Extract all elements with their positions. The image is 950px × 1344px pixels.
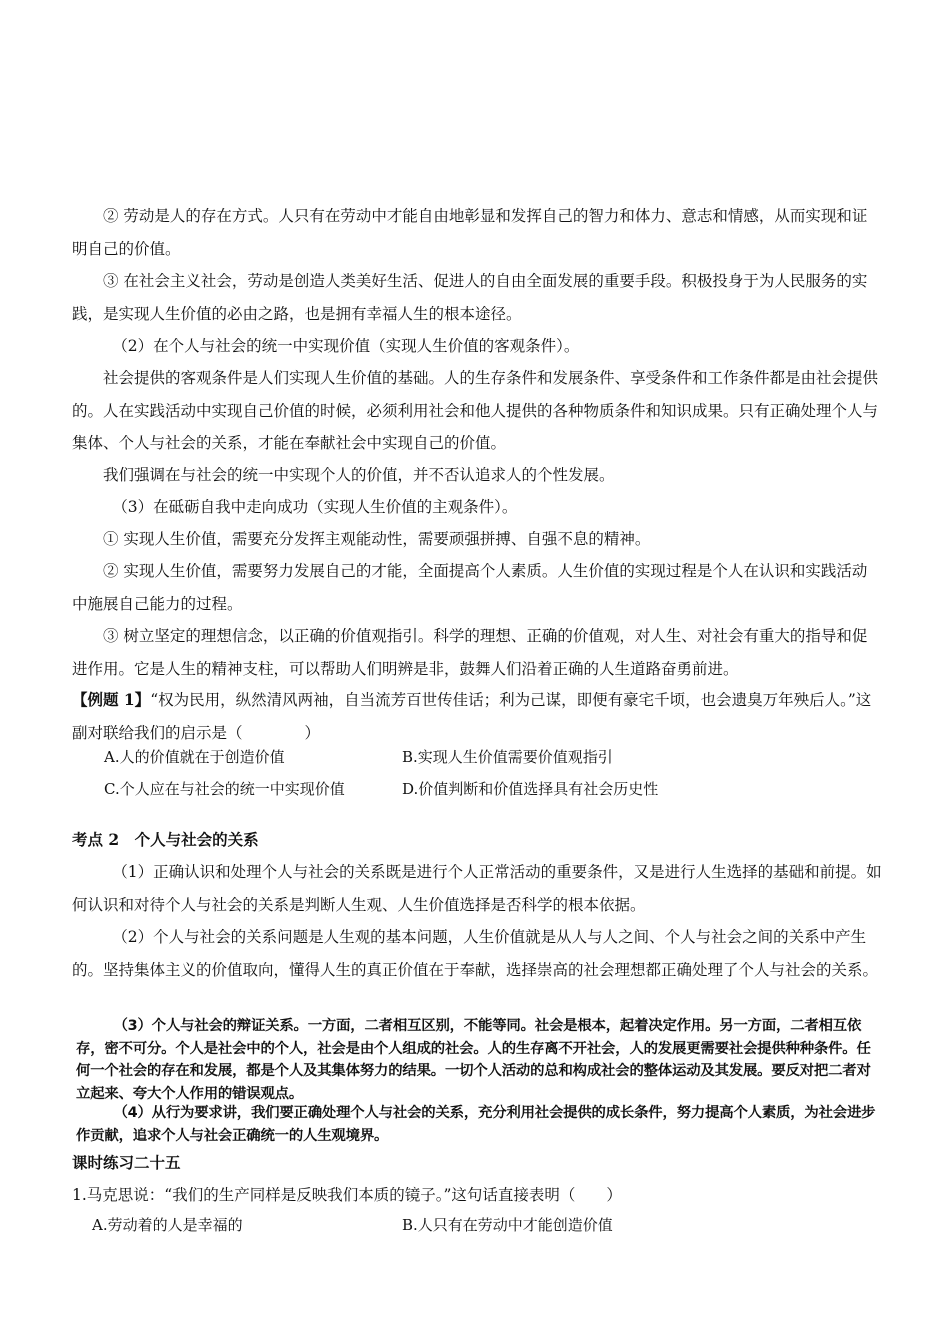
option-c: C.个人应在与社会的统一中实现价值 — [104, 780, 345, 798]
example-label: 【例题 1】 — [72, 690, 151, 709]
example-text: “权为民用，纵然清风两袖，自当流芳百世传佳话；利为己谋，即便有豪宅千顷，也会遗臭万年殃后人。”这副对联给我们的启示是（ ） — [72, 691, 872, 742]
list-item-ideals-beliefs: ③ 树立坚定的理想信念，以正确的价值观指引。科学的理想、正确的价值观，对人生、对社会有重大的指导和促进作用。它是人生的精神支柱，可以帮助人们明辨是非，鼓舞人们沿着正确的人生道路奋勇前进。 — [72, 627, 868, 678]
section-title-individual-society: 考点 2 个人与社会的关系 — [72, 830, 259, 849]
practice-question-1: 1.马克思说：“我们的生产同样是反映我们本质的镜子。”这句话直接表明（ ） — [72, 1186, 622, 1204]
paragraph-individual-development: 我们强调在与社会的统一中实现个人的价值，并不否认追求人的个性发展。 — [103, 466, 615, 484]
subheading-self-cultivation: （3）在砥砺自我中走向成功（实现人生价值的主观条件）。 — [112, 498, 518, 516]
example-question — [72, 684, 882, 749]
paragraph-objective-conditions: 社会提供的客观条件是人们实现人生价值的基础。人的生存条件和发展条件、享受条件和工作条件都是由社会提供的。人在实践活动中实现自己价值的时候，必须利用社会和他人提供的各种物质条件和知识成果。只有正确处理个人与集体、个人与社会的关系，才能在奉献社会中实现自己的价值。 — [72, 369, 879, 452]
paragraph-behavior-requirement: （4）从行为要求讲，我们要正确处理个人与社会的关系，充分利用社会提供的成长条件，努力提高个人素质，为社会进步作贡献，追求个人与社会正确统一的人生观境界。 — [76, 1105, 876, 1144]
option-d: D.价值判断和价值选择具有社会历史性 — [402, 780, 659, 798]
paragraph-labor-socialism: ③ 在社会主义社会，劳动是创造人类美好生活、促进人的自由全面发展的重要手段。积极投身于为人民服务的实践，是实现人生价值的必由之路，也是拥有幸福人生的根本途径。 — [72, 272, 868, 323]
paragraph-labor-existence: ② 劳动是人的存在方式。人只有在劳动中才能自由地彰显和发挥自己的智力和体力、意志和情感，从而实现和证明自己的价值。 — [72, 207, 868, 258]
option-b: B.实现人生价值需要价值观指引 — [402, 748, 613, 766]
option-a: A.人的价值就在于创造价值 — [104, 748, 285, 766]
list-item-subjective-initiative: ① 实现人生价值，需要充分发挥主观能动性，需要顽强拼搏、自强不息的精神。 — [103, 530, 651, 548]
q1-option-a: A.劳动着的人是幸福的 — [92, 1216, 243, 1234]
q1-option-b: B.人只有在劳动中才能创造价值 — [402, 1216, 613, 1234]
practice-title: 课时练习二十五 — [72, 1153, 181, 1172]
list-item-develop-talent: ② 实现人生价值，需要努力发展自己的才能，全面提高个人素质。人生价值的实现过程是个人在认识和实践活动中施展自己能力的过程。 — [72, 562, 868, 613]
paragraph-dialectical-relation: （3）个人与社会的辩证关系。一方面，二者相互区别，不能等同。社会是根本，起着决定作用。另一方面，二者相互依存，密不可分。个人是社会中的个人，社会是由个人组成的社会。人的生存离不开社会，人的发展更需要社会提供种种条件。任何一个社会的存在和发展，都是个人及其集体努力的结果。一切个人活动的总和构成社会的整体运动及其发展。要反对把二者对立起来、夸大个人作用的错误观点。 — [76, 1018, 871, 1102]
paragraph-relation-importance: （1）正确认识和处理个人与社会的关系既是进行个人正常活动的重要条件，又是进行人生选择的基础和前提。如何认识和对待个人与社会的关系是判断人生观、人生价值选择是否科学的根本依据。 — [72, 863, 882, 914]
subheading-unity-with-society: （2）在个人与社会的统一中实现价值（实现人生价值的客观条件）。 — [112, 337, 580, 355]
paragraph-relation-basic-question: （2）个人与社会的关系问题是人生观的基本问题，人生价值就是从人与人之间、个人与社会之间的关系中产生的。坚持集体主义的价值取向，懂得人生的真正价值在于奉献，选择崇高的社会理想都正确处理了个人与社会的关系。 — [72, 928, 879, 979]
